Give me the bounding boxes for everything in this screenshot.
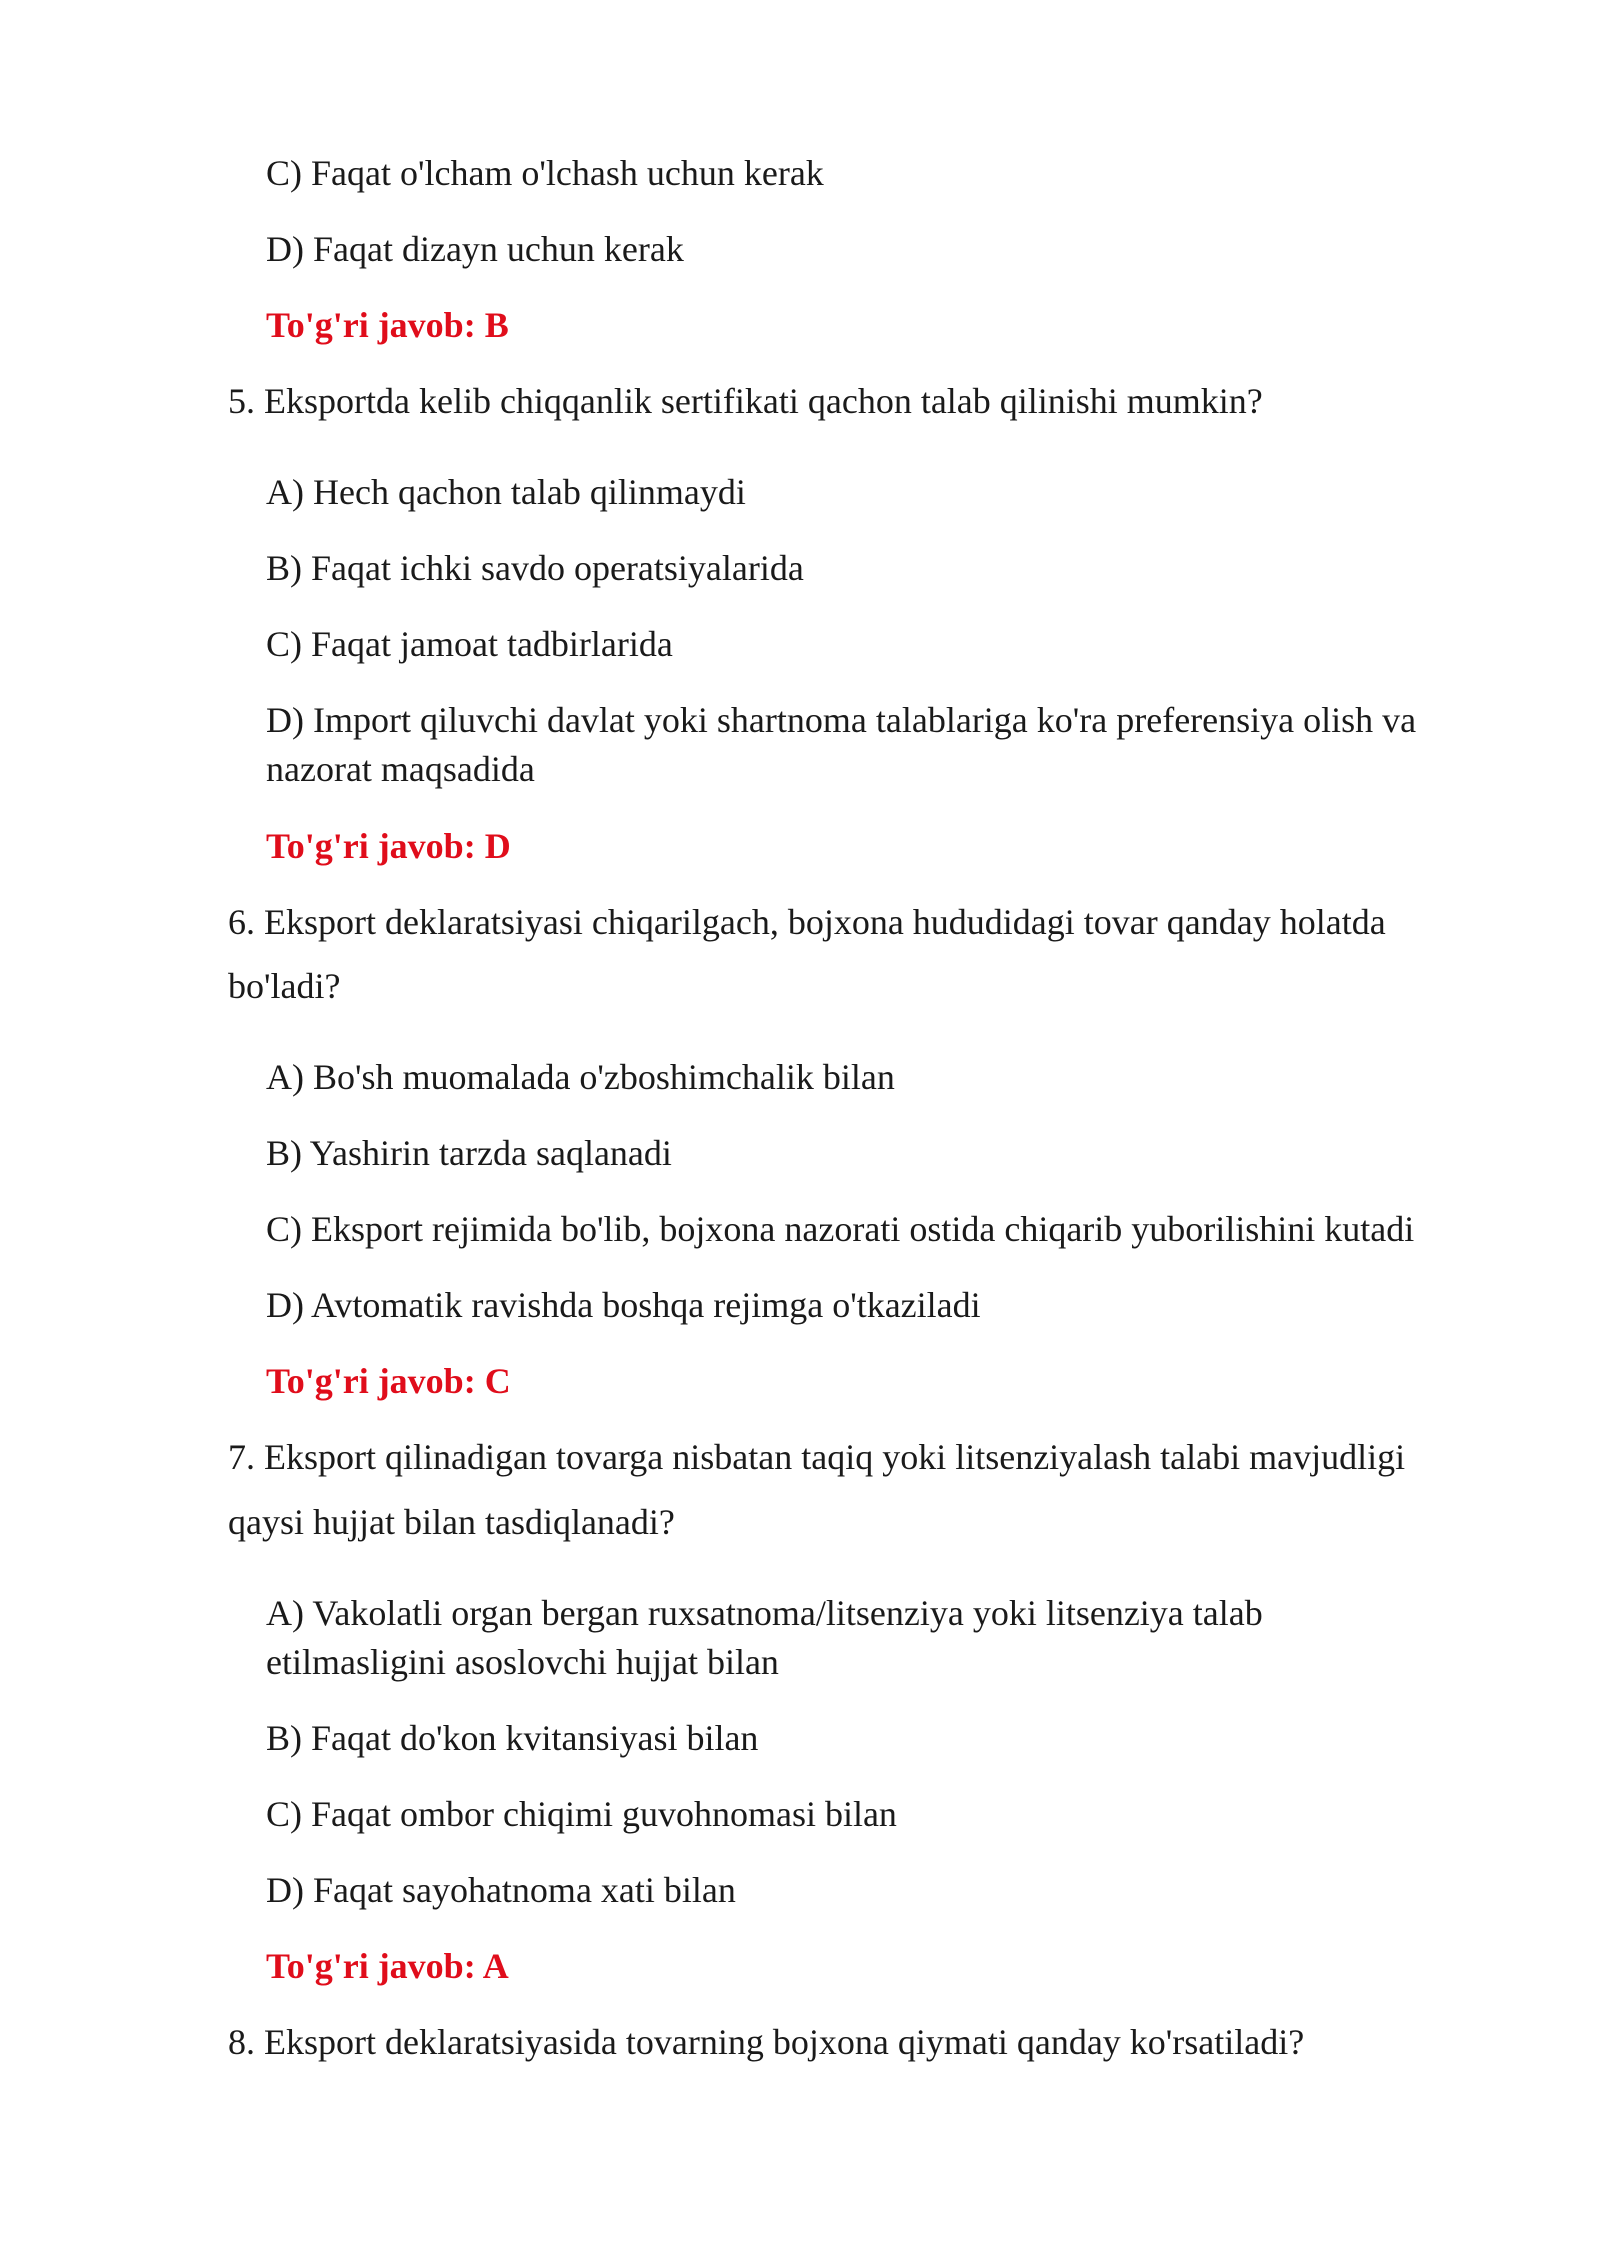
correct-answer-6: To'g'ri javob: C [266, 1361, 511, 1401]
question-6-text: 6. Eksport deklaratsiyasi chiqarilgach, bojxona hududidagi tovar qanday holatda [228, 902, 1386, 942]
option-5b: B) Faqat ichki savdo operatsiyalarida [266, 548, 804, 588]
question-5-text: 5. Eksportda kelib chiqqanlik sertifikati qachon talab qilinishi mumkin? [228, 381, 1263, 421]
option-7a-continued: etilmasligini asoslovchi hujjat bilan [266, 1642, 779, 1682]
option-7b: B) Faqat do'kon kvitansiyasi bilan [266, 1718, 759, 1758]
correct-answer-4: To'g'ri javob: B [266, 305, 509, 345]
question-7-text-continued: qaysi hujjat bilan tasdiqlanadi? [228, 1502, 675, 1542]
question-6-text-continued: bo'ladi? [228, 966, 341, 1006]
option-5a: A) Hech qachon talab qilinmaydi [266, 472, 746, 512]
question-7-text: 7. Eksport qilinadigan tovarga nisbatan taqiq yoki litsenziyalash talabi mavjudligi [228, 1437, 1406, 1477]
option-6a: A) Bo'sh muomalada o'zboshimchalik bilan [266, 1057, 895, 1097]
correct-answer-7: To'g'ri javob: A [266, 1946, 509, 1986]
question-8-text: 8. Eksport deklaratsiyasida tovarning bojxona qiymati qanday ko'rsatiladi? [228, 2022, 1305, 2062]
option-6c: C) Eksport rejimida bo'lib, bojxona nazorati ostida chiqarib yuborilishini kutadi [266, 1209, 1415, 1249]
option-5c: C) Faqat jamoat tadbirlarida [266, 624, 673, 664]
option-5d: D) Import qiluvchi davlat yoki shartnoma talablariga ko'ra preferensiya olish va [266, 700, 1417, 740]
option-4c: C) Faqat o'lcham o'lchash uchun kerak [266, 153, 824, 193]
option-6b: B) Yashirin tarzda saqlanadi [266, 1133, 672, 1173]
option-7c: C) Faqat ombor chiqimi guvohnomasi bilan [266, 1794, 897, 1834]
option-7d: D) Faqat sayohatnoma xati bilan [266, 1870, 736, 1910]
option-7a: A) Vakolatli organ bergan ruxsatnoma/litsenziya yoki litsenziya talab [266, 1593, 1263, 1633]
option-5d-continued: nazorat maqsadida [266, 749, 535, 789]
correct-answer-5: To'g'ri javob: D [266, 826, 511, 866]
option-6d: D) Avtomatik ravishda boshqa rejimga o'tkaziladi [266, 1285, 981, 1325]
option-4d: D) Faqat dizayn uchun kerak [266, 229, 684, 269]
